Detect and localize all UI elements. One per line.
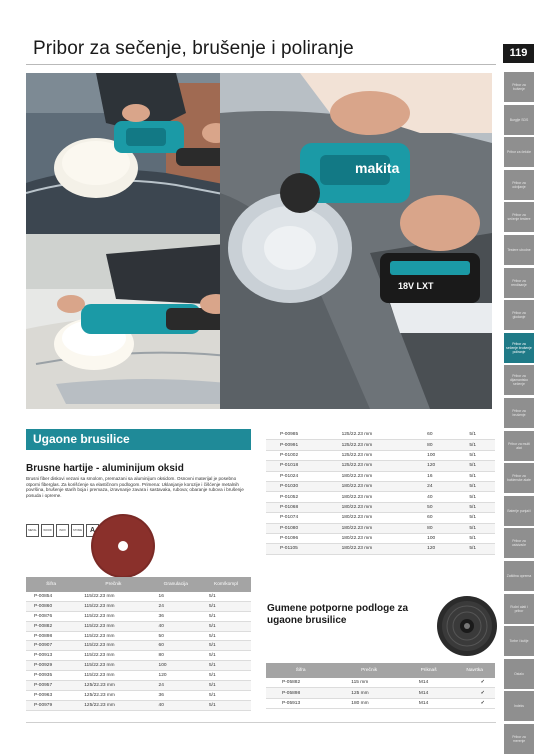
table-cell: 125 mm [335, 688, 403, 698]
side-tab[interactable]: Pribor za rendisanje [504, 268, 534, 298]
col-header-nut: Navrtka [454, 663, 495, 678]
table-cell: 5/1 [201, 661, 251, 671]
table-cell: P-00898 [26, 631, 76, 641]
side-tab[interactable]: Zaštitna oprema [504, 561, 534, 591]
table-cell: M14 [403, 678, 454, 688]
col-header-diameter: Prečnik [335, 663, 403, 678]
table-row [266, 471, 495, 481]
table-row [266, 440, 495, 450]
table-cell: 115/22.23 mm [76, 601, 150, 611]
table-cell: P-00913 [26, 651, 76, 661]
table-cell: 120 [151, 671, 201, 681]
table-cell: 115/22.23 mm [76, 641, 150, 651]
table-row [266, 430, 495, 440]
table-cell: 120 [413, 544, 455, 554]
side-tab[interactable]: Pribor za sečenje testere [504, 202, 534, 232]
table-row [266, 450, 495, 460]
table-cell: 125/22.23 mm [76, 700, 150, 710]
table-cell: P-05898 [266, 688, 335, 698]
side-tab[interactable]: Pribor za multi alat [504, 431, 534, 461]
table-cell: 115/22.23 mm [76, 651, 150, 661]
table-cell: 5/1 [455, 544, 495, 554]
wood-icon: WOOD [41, 524, 54, 537]
table-cell: 50 [413, 502, 455, 512]
bottom-rule [26, 722, 496, 723]
inox-icon: INOX [56, 524, 69, 537]
table-cell: 24 [413, 481, 455, 491]
table-row [266, 461, 495, 471]
table-cell: 60 [413, 430, 455, 440]
page-title: Pribor za sečenje, brušenje i poliranje [33, 38, 354, 59]
table-cell: 5/1 [201, 601, 251, 611]
table-cell: 5/1 [455, 513, 495, 523]
table-cell: P-00935 [26, 671, 76, 681]
col-header-fitting: Priknaš [403, 663, 454, 678]
table-cell: 24 [151, 601, 201, 611]
table-cell: 5/1 [455, 481, 495, 491]
table-cell: 120 [413, 461, 455, 471]
table-cell: 115/22.23 mm [76, 611, 150, 621]
table-cell: P-01030 [266, 481, 328, 491]
side-tab[interactable]: Pribor za usisivače [504, 528, 534, 558]
table-cell: 16 [151, 592, 201, 601]
side-tab[interactable]: Burgije SDS [504, 105, 534, 135]
table-cell: 180/22.23 mm [328, 502, 414, 512]
table-row [266, 513, 495, 523]
table-cell: 5/1 [455, 461, 495, 471]
table-cell: 100 [413, 450, 455, 460]
side-tab[interactable]: Ručni alati i pribor [504, 594, 534, 624]
table-cell: P-00860 [26, 601, 76, 611]
table-cell: P-00907 [26, 641, 76, 651]
table-cell: 5/1 [201, 681, 251, 691]
side-tab[interactable]: Ostalo [504, 659, 534, 689]
col-header-diameter: Prečnik [76, 577, 150, 592]
table-cell: 180 mm [335, 698, 403, 708]
table-cell: P-01105 [266, 544, 328, 554]
brand-logo-text: makita [355, 160, 400, 176]
table-cell: 5/1 [455, 430, 495, 440]
table-cell: P-00929 [26, 661, 76, 671]
side-tab[interactable]: Testere ubodne [504, 235, 534, 265]
table-cell: 60 [151, 641, 201, 651]
table-cell: P-00963 [26, 690, 76, 700]
table-cell: 5/1 [455, 502, 495, 512]
table-cell: 5/1 [201, 651, 251, 661]
table-cell: 125/22.23 mm [328, 430, 414, 440]
metal-icon: METAL [26, 524, 39, 537]
table-cell: P-00882 [26, 621, 76, 631]
table-cell: 5/1 [201, 671, 251, 681]
table-cell: 5/1 [201, 621, 251, 631]
table-cell: P-00876 [26, 611, 76, 621]
table-cell: 5/1 [201, 611, 251, 621]
table-cell: 180/22.23 mm [328, 544, 414, 554]
col-header-code: Šifra [26, 577, 76, 592]
photo-polishing-car-top [26, 73, 244, 241]
table-cell: 125/22.23 mm [76, 681, 150, 691]
table-cell: P-01018 [266, 461, 328, 471]
table-cell: 180/22.23 mm [328, 492, 414, 502]
table-row [266, 544, 495, 554]
table-cell: 115/22.23 mm [76, 631, 150, 641]
table-cell: 40 [151, 621, 201, 631]
table-row [26, 601, 251, 611]
table-cell: 36 [151, 690, 201, 700]
page-number: 119 [503, 44, 534, 63]
side-tab[interactable]: Pribor za sečenje brušenje poliranje [504, 333, 534, 363]
table-row [26, 700, 251, 710]
table-cell: P-01080 [266, 523, 328, 533]
table-cell: 5/1 [455, 533, 495, 543]
table-cell: ✓ [454, 698, 495, 708]
product-description: Brusni fiber diskovi vezani sa smolom, premazani sa aluminijum oksidom. Osnovni materijal je posebno otporni fiberglas. Za korišćenje sa elastičnom podlogom. Primena: Uklanjanje korozije i čišćenje metalnih površina, brušenje starih boja i premaza, izravnanje zavara i sastavaka, rubova; obaranje rubova i brušenje posuda i opreme. [26, 476, 244, 498]
table-cell: 80 [413, 523, 455, 533]
table-cell: P-01024 [266, 471, 328, 481]
table-cell: 80 [151, 651, 201, 661]
table-cell: 5/1 [455, 450, 495, 460]
table-cell: 180/22.23 mm [328, 481, 414, 491]
table-row [266, 481, 495, 491]
table-cell: ✓ [454, 688, 495, 698]
side-tabs [504, 72, 534, 756]
table-row [266, 533, 495, 543]
table-cell: P-00854 [26, 592, 76, 601]
table-cell: 5/1 [455, 523, 495, 533]
table-row [26, 592, 251, 601]
table-cell: P-01096 [266, 533, 328, 543]
table-cell: 115/22.23 mm [76, 621, 150, 631]
side-tab[interactable]: Pribor za bušenje [504, 72, 534, 102]
rubber-pad-table [266, 663, 495, 709]
table-cell: 180/22.23 mm [328, 523, 414, 533]
table-cell: 16 [413, 471, 455, 481]
battery-label-text: 18V LXT [398, 281, 434, 291]
table-cell: M14 [403, 688, 454, 698]
table-row [26, 661, 251, 671]
col-header-grit: Granulacija [151, 577, 201, 592]
table-cell: 5/1 [455, 440, 495, 450]
table-cell: 5/1 [201, 700, 251, 710]
table-cell: 125/22.23 mm [328, 461, 414, 471]
table-cell: 115/22.23 mm [76, 592, 150, 601]
side-tab[interactable]: Pribor za glodanje [504, 300, 534, 330]
table-cell: 80 [413, 440, 455, 450]
table-row [26, 631, 251, 641]
table-cell: 36 [151, 611, 201, 621]
table-cell: 125/22.23 mm [328, 440, 414, 450]
table-cell: 5/1 [201, 631, 251, 641]
rubber-pad-title: Gumene potporne podloge za ugaone brusilice [267, 603, 409, 626]
fiber-disc-image [90, 513, 156, 579]
table-cell: 24 [151, 681, 201, 691]
table-cell: 60 [413, 513, 455, 523]
table-row [266, 678, 495, 688]
table-cell: 5/1 [201, 592, 251, 601]
table-cell: 40 [413, 492, 455, 502]
table-cell: 50 [151, 631, 201, 641]
table-cell: 180/22.23 mm [328, 471, 414, 481]
side-tab[interactable]: Pribor za odvijanje [504, 170, 534, 200]
table-cell: 115/22.23 mm [76, 661, 150, 671]
side-tab[interactable]: Pribor za baštenske alate [504, 463, 534, 493]
fiber-disc-table [26, 577, 251, 711]
table-cell: ✓ [454, 678, 495, 688]
side-tab[interactable]: Baterije punjači [504, 496, 534, 526]
table-row [26, 681, 251, 691]
table-cell: 5/1 [201, 641, 251, 651]
table-cell: 100 [151, 661, 201, 671]
table-cell: 5/1 [455, 471, 495, 481]
photo-polishing-headlight [220, 73, 492, 409]
col-header-pack: Kom/kompl [201, 577, 251, 592]
table-cell: P-00991 [266, 440, 328, 450]
side-tab[interactable]: Pribor za brušenje [504, 398, 534, 428]
table-cell: P-01052 [266, 492, 328, 502]
side-tab[interactable]: Indeks [504, 691, 534, 721]
table-cell: 40 [151, 700, 201, 710]
application-icons [26, 524, 99, 537]
table-cell: 180/22.23 mm [328, 533, 414, 543]
table-row [26, 611, 251, 621]
table-cell: 100 [413, 533, 455, 543]
table-row [266, 492, 495, 502]
table-row [26, 671, 251, 681]
table-cell: 125/22.23 mm [328, 450, 414, 460]
table-row [26, 621, 251, 631]
side-tab[interactable]: Pribor za čekiće [504, 137, 534, 167]
table-cell: M14 [403, 698, 454, 708]
table-cell: P-00957 [26, 681, 76, 691]
table-cell: 115 mm [335, 678, 403, 688]
table-cell: P-01074 [266, 513, 328, 523]
abrasive-type-icon: A [86, 524, 99, 537]
table-cell: P-01068 [266, 502, 328, 512]
table-cell: 180/22.23 mm [328, 513, 414, 523]
table-row [266, 688, 495, 698]
side-tab[interactable]: Torbe i kutije [504, 626, 534, 656]
table-row [266, 698, 495, 708]
table-cell: 125/22.23 mm [76, 690, 150, 700]
rubber-backing-pad-image [436, 595, 498, 657]
table-row [266, 502, 495, 512]
section-title-bar: Ugaone brusilice [26, 429, 251, 450]
side-tab[interactable]: Pribor za merenje [504, 724, 534, 754]
table-row [26, 651, 251, 661]
table-cell: P-00979 [26, 700, 76, 710]
table-row [266, 523, 495, 533]
table-cell: P-01002 [266, 450, 328, 460]
table-cell: P-00985 [266, 430, 328, 440]
product-subtitle: Brusne hartije - aluminijum oksid [26, 463, 184, 474]
table-cell: 115/22.23 mm [76, 671, 150, 681]
table-cell: 5/1 [455, 492, 495, 502]
table-cell: P-05882 [266, 678, 335, 688]
table-row [26, 641, 251, 651]
table-row [26, 690, 251, 700]
side-tab[interactable]: Pribor za dijamantsko sečenje [504, 365, 534, 395]
fiber-disc-table-continued [266, 430, 495, 555]
table-cell: P-05913 [266, 698, 335, 708]
stone-icon: STONE [71, 524, 84, 537]
title-rule [26, 64, 496, 65]
table-cell: 5/1 [201, 690, 251, 700]
col-header-code: Šifra [266, 663, 335, 678]
